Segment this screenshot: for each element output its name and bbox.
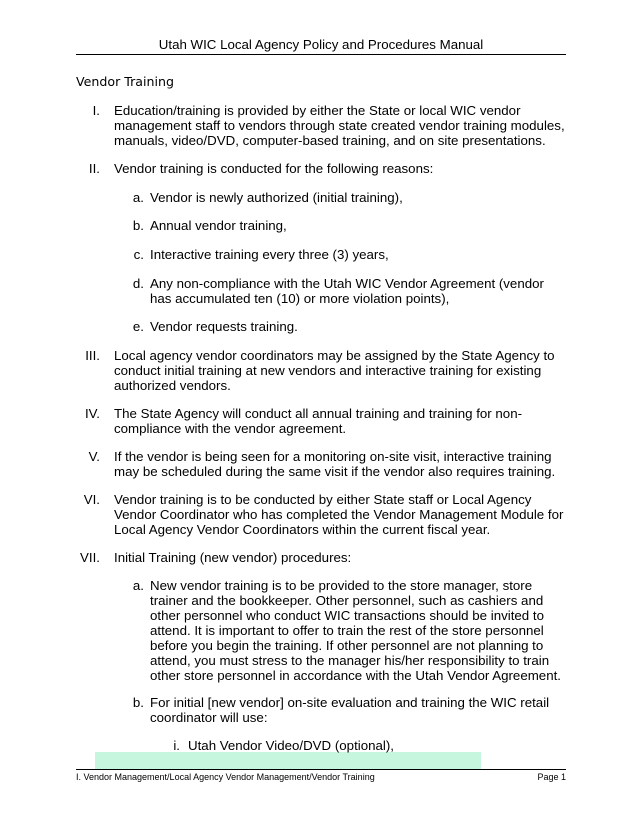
footer-path: I. Vendor Management/Local Agency Vendor Management/Vendor Training <box>76 772 375 782</box>
item-text: Initial Training (new vendor) procedures: <box>114 550 352 565</box>
item-number: V. <box>88 449 100 464</box>
item-number: I. <box>92 103 100 118</box>
item-text: Vendor training is to be conducted by either State staff or Local Agency Vendor Coordinator who has completed the Vendor Management Module for Local Agency Vendor Coordinators within the current fiscal year. <box>114 492 564 537</box>
header-title: Utah WIC Local Agency Policy and Procedures Manual <box>158 37 484 52</box>
item-text: The State Agency will conduct all annual training and training for non-compliance with the vendor agreement. <box>114 406 523 436</box>
reason-text: Annual vendor training, <box>150 218 287 233</box>
section-title: Vendor Training <box>76 74 174 89</box>
item-text: If the vendor is being seen for a monitoring on-site visit, interactive training may be scheduled during the same visit if the vendor also requires training. <box>114 449 556 479</box>
highlight-band <box>95 752 481 770</box>
procedure-letter: a. <box>132 578 144 593</box>
page-number: Page 1 <box>537 772 566 782</box>
item-number: II. <box>88 161 100 176</box>
item-number: III. <box>85 348 100 363</box>
reason-letter: d. <box>132 276 144 291</box>
item-number: VII. <box>80 550 100 565</box>
procedure-text: For initial [new vendor] on-site evaluation and training the WIC retail coordinator will use: <box>150 695 550 725</box>
footer-divider <box>76 769 566 770</box>
reason-letter: a. <box>132 190 144 205</box>
reason-letter: e. <box>132 319 144 334</box>
tool-number: i. <box>173 738 180 753</box>
procedure-text: New vendor training is to be provided to the store manager, store trainer and the bookkeeper. Other personnel, such as cashiers and other personnel who conduct WIC transactions should be invited to attend. It is important to offer to train the rest of the store personnel before you begin the training. If other personnel are not planning to attend, you must stress to the manager his/her responsibility to train other store personnel in accordance with the Utah Vendor Agreement. <box>150 578 561 683</box>
reason-letter: b. <box>132 218 144 233</box>
reason-letter: c. <box>133 247 144 262</box>
item-text: Vendor training is conducted for the following reasons: <box>114 161 434 176</box>
item-number: VI. <box>83 492 100 507</box>
tool-text: Utah Vendor Video/DVD (optional), <box>188 738 394 753</box>
reason-text: Interactive training every three (3) years, <box>150 247 389 262</box>
item-number: IV. <box>84 406 100 421</box>
procedure-letter: b. <box>132 695 144 710</box>
item-text: Local agency vendor coordinators may be assigned by the State Agency to conduct initial training at new vendors and interactive training for existing authorized vendors. <box>114 348 555 393</box>
header-divider <box>76 54 566 55</box>
reason-text: Vendor is newly authorized (initial training), <box>150 190 403 205</box>
reason-text: Any non-compliance with the Utah WIC Vendor Agreement (vendor has accumulated ten (10) or more violation points), <box>150 276 544 306</box>
item-text: Education/training is provided by either the State or local WIC vendor management staff to vendors through state created vendor training modules, manuals, video/DVD, computer-based training, and on site presentations. <box>114 103 565 148</box>
reason-text: Vendor requests training. <box>150 319 298 334</box>
